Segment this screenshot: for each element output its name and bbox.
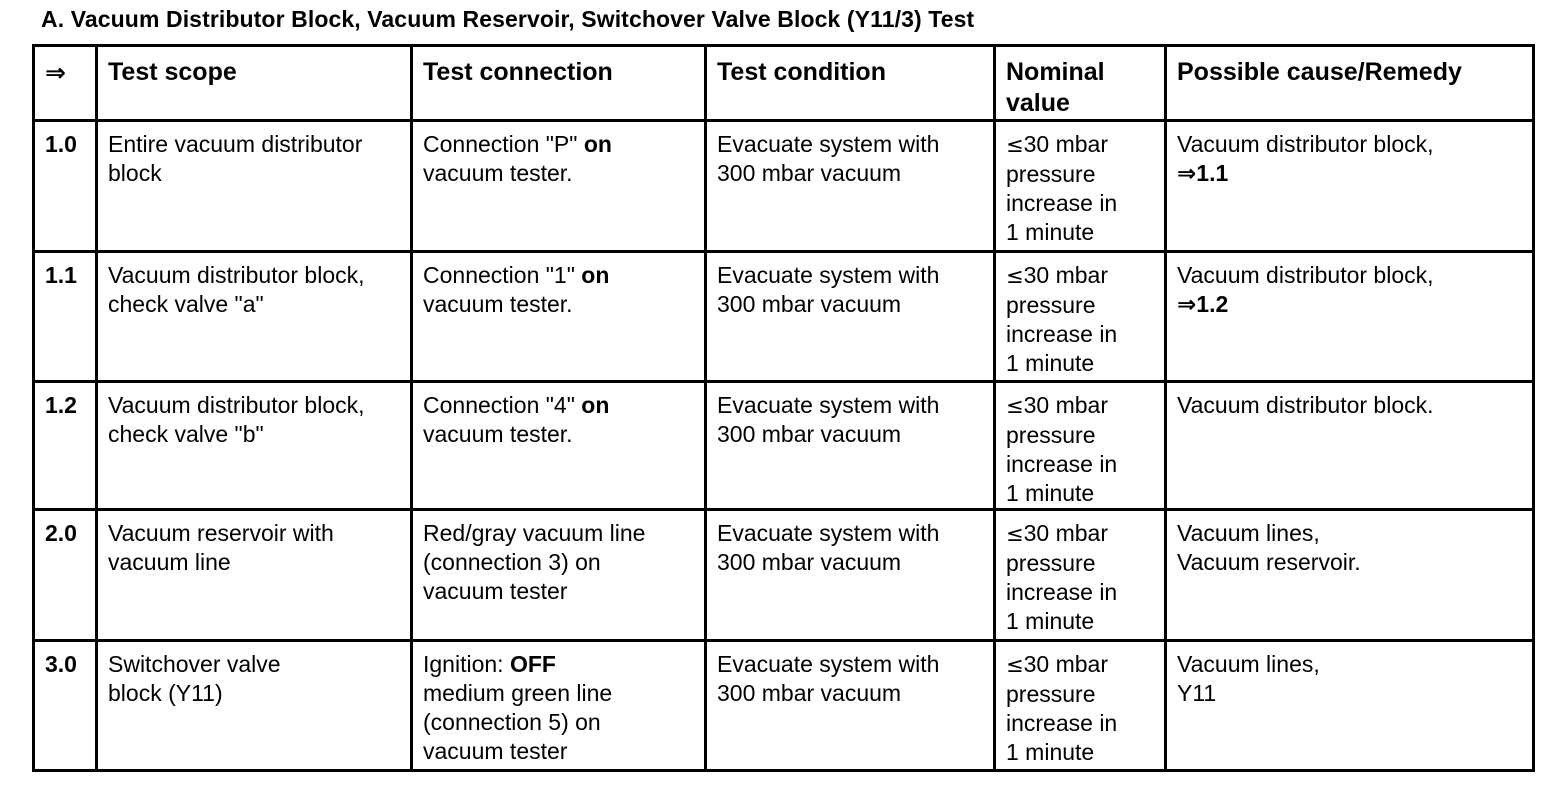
header-nominal-value — [995, 46, 1166, 121]
header-nominal-line: Nominal — [1006, 58, 1105, 86]
remedy-line: Vacuum distributor block, — [1177, 131, 1434, 157]
nominal-text: 30 mbar — [1023, 651, 1108, 677]
less-equal-icon: ≤ — [1006, 653, 1024, 677]
remedy-line: Vacuum distributor block. — [1177, 392, 1434, 418]
nominal-line: 1 minute — [1006, 739, 1095, 765]
test-scope-cell — [97, 510, 412, 641]
remedy-ref-text: 1.1 — [1196, 160, 1229, 186]
nominal-line: 1 minute — [1006, 480, 1095, 506]
test-condition-cell — [706, 382, 995, 510]
connection-text: Connection "1" — [423, 262, 582, 288]
connection-line — [423, 650, 696, 679]
possible-cause-cell — [1166, 510, 1534, 641]
scope-line: Vacuum distributor block, — [108, 392, 365, 418]
connection-line: vacuum tester. — [423, 291, 573, 317]
nominal-line — [1006, 519, 1156, 549]
nominal-line — [1006, 261, 1156, 291]
nominal-line: 1 minute — [1006, 608, 1095, 634]
step-number: 2.0 — [34, 510, 97, 641]
remedy-line: Vacuum lines, — [1177, 651, 1320, 677]
connection-line: vacuum tester. — [423, 160, 573, 186]
nominal-line: increase in — [1006, 710, 1118, 736]
nominal-line: pressure — [1006, 161, 1096, 187]
nominal-value-cell — [995, 510, 1166, 641]
connection-line: vacuum tester — [423, 578, 568, 604]
test-scope-cell — [97, 252, 412, 382]
scope-line: vacuum line — [108, 549, 231, 575]
less-equal-icon: ≤ — [1006, 133, 1024, 157]
scope-line: Vacuum distributor block, — [108, 262, 365, 288]
test-condition-cell — [706, 641, 995, 771]
nominal-line: increase in — [1006, 321, 1118, 347]
possible-cause-cell — [1166, 382, 1534, 510]
table-row — [34, 510, 1534, 641]
test-connection-cell — [412, 382, 706, 510]
test-scope-cell — [97, 121, 412, 252]
condition-line: Evacuate system with — [717, 651, 940, 677]
nominal-text: 30 mbar — [1023, 131, 1108, 157]
table-row — [34, 252, 1534, 382]
nominal-line: pressure — [1006, 550, 1096, 576]
possible-cause-cell — [1166, 641, 1534, 771]
scope-line: check valve "b" — [108, 421, 264, 447]
header-test-scope: Test scope — [97, 46, 412, 121]
table-row — [34, 121, 1534, 252]
header-nominal-line: value — [1006, 89, 1070, 117]
remedy-reference — [1177, 290, 1524, 320]
test-connection-cell — [412, 121, 706, 252]
double-arrow-icon: ⇒ — [1177, 292, 1197, 318]
less-equal-icon: ≤ — [1006, 522, 1024, 546]
test-connection-cell — [412, 252, 706, 382]
condition-line: Evacuate system with — [717, 262, 940, 288]
nominal-text: 30 mbar — [1023, 392, 1108, 418]
remedy-ref-text: 1.2 — [1196, 291, 1229, 317]
nominal-line: increase in — [1006, 451, 1118, 477]
scope-line: Vacuum reservoir with — [108, 520, 334, 546]
test-connection-cell — [412, 510, 706, 641]
header-possible-cause: Possible cause/Remedy — [1166, 46, 1534, 121]
condition-line: 300 mbar vacuum — [717, 291, 902, 317]
remedy-line: Y11 — [1177, 680, 1217, 706]
scope-line: block — [108, 160, 162, 186]
header-test-condition: Test condition — [706, 46, 995, 121]
double-arrow-icon: ⇒ — [45, 58, 66, 87]
possible-cause-cell — [1166, 252, 1534, 382]
header-arrow — [34, 46, 97, 121]
page-title: A. Vacuum Distributor Block, Vacuum Reservoir, Switchover Valve Block (Y11/3) Test — [41, 6, 975, 32]
test-connection-cell — [412, 641, 706, 771]
condition-line: 300 mbar vacuum — [717, 160, 902, 186]
test-condition-cell — [706, 252, 995, 382]
nominal-value-cell — [995, 252, 1166, 382]
connection-text: Ignition: — [423, 651, 510, 677]
remedy-reference — [1177, 159, 1524, 189]
nominal-line: pressure — [1006, 422, 1096, 448]
condition-line: 300 mbar vacuum — [717, 680, 902, 706]
scope-line: Entire vacuum distributor — [108, 131, 363, 157]
remedy-line: Vacuum distributor block, — [1177, 262, 1434, 288]
nominal-line — [1006, 130, 1156, 160]
nominal-line — [1006, 391, 1156, 421]
nominal-line: pressure — [1006, 292, 1096, 318]
nominal-line: 1 minute — [1006, 219, 1095, 245]
less-equal-icon: ≤ — [1006, 394, 1024, 418]
connection-text: Connection "P" — [423, 131, 584, 157]
table-row — [34, 382, 1534, 510]
connection-line: (connection 5) on — [423, 709, 601, 735]
connection-line: Red/gray vacuum line — [423, 520, 646, 546]
nominal-text: 30 mbar — [1023, 262, 1108, 288]
test-scope-cell — [97, 382, 412, 510]
condition-line: Evacuate system with — [717, 131, 940, 157]
test-table — [32, 44, 1535, 772]
scope-line: Switchover valve — [108, 651, 281, 677]
possible-cause-cell — [1166, 121, 1534, 252]
test-condition-cell — [706, 121, 995, 252]
connection-bold-text: on — [581, 392, 610, 418]
condition-line: Evacuate system with — [717, 392, 940, 418]
nominal-line: pressure — [1006, 681, 1096, 707]
test-scope-cell — [97, 641, 412, 771]
connection-bold-text: OFF — [509, 651, 556, 677]
step-number: 3.0 — [34, 641, 97, 771]
connection-line: medium green line — [423, 680, 613, 706]
nominal-value-cell — [995, 641, 1166, 771]
step-number: 1.1 — [34, 252, 97, 382]
table-row — [34, 641, 1534, 771]
connection-line — [423, 391, 696, 420]
connection-line: vacuum tester — [423, 738, 568, 764]
connection-line: vacuum tester. — [423, 421, 573, 447]
scope-line: check valve "a" — [108, 291, 264, 317]
test-condition-cell — [706, 510, 995, 641]
table-header-row — [34, 46, 1534, 121]
less-equal-icon: ≤ — [1006, 264, 1024, 288]
scope-line: block (Y11) — [108, 680, 223, 706]
nominal-line: 1 minute — [1006, 350, 1095, 376]
header-test-connection: Test connection — [412, 46, 706, 121]
double-arrow-icon: ⇒ — [1177, 161, 1197, 187]
nominal-value-cell — [995, 121, 1166, 252]
nominal-value-cell — [995, 382, 1166, 510]
step-number: 1.2 — [34, 382, 97, 510]
nominal-line: increase in — [1006, 190, 1118, 216]
connection-line — [423, 261, 696, 290]
remedy-line: Vacuum lines, — [1177, 520, 1320, 546]
condition-line: 300 mbar vacuum — [717, 549, 902, 575]
connection-bold-text: on — [581, 262, 610, 288]
condition-line: Evacuate system with — [717, 520, 940, 546]
condition-line: 300 mbar vacuum — [717, 421, 902, 447]
remedy-line: Vacuum reservoir. — [1177, 549, 1361, 575]
nominal-text: 30 mbar — [1023, 520, 1108, 546]
nominal-line: increase in — [1006, 579, 1118, 605]
connection-text: Connection "4" — [423, 392, 582, 418]
nominal-line — [1006, 650, 1156, 680]
connection-line: (connection 3) on — [423, 549, 601, 575]
step-number: 1.0 — [34, 121, 97, 252]
connection-bold-text: on — [583, 131, 612, 157]
connection-line — [423, 130, 696, 159]
